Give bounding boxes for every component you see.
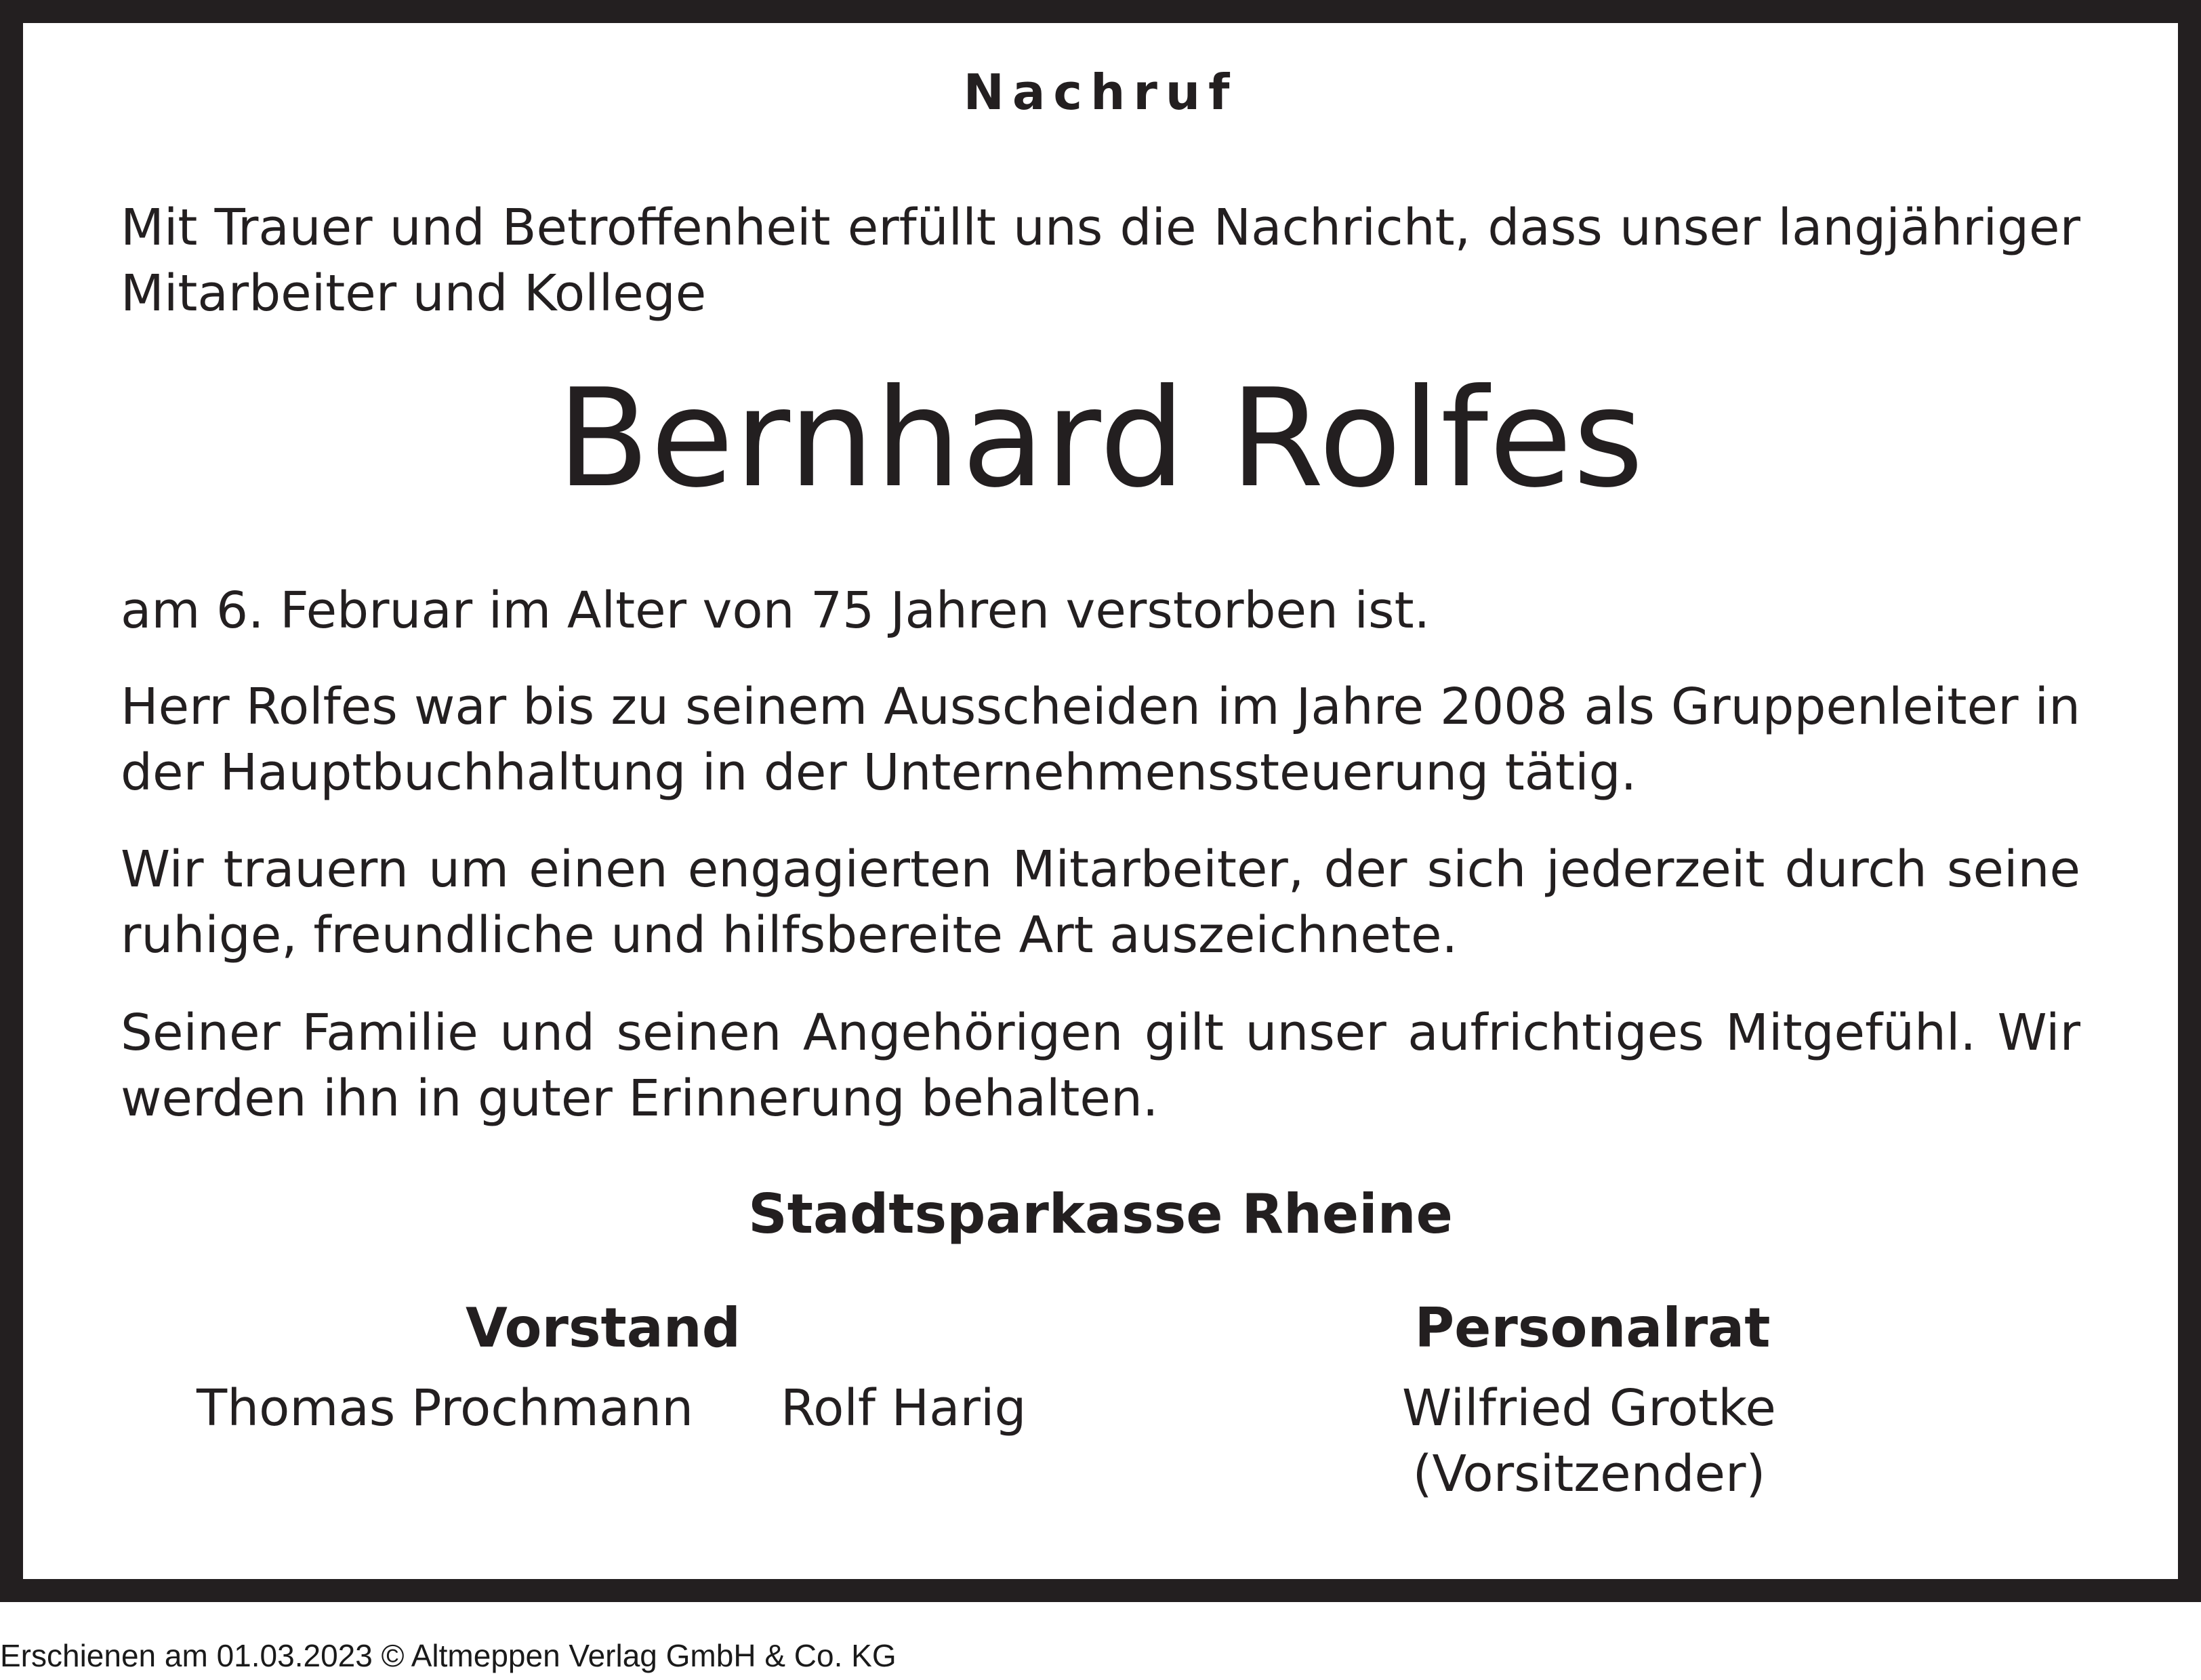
signer-personalrat	[1328, 1376, 1850, 1507]
personalrat-title: Personalrat	[1414, 1296, 1771, 1359]
signer-personalrat-role: (Vorsitzender)	[1412, 1445, 1766, 1503]
paragraph-career: Herr Rolfes war bis zu seinem Ausscheiden im Jahre 2008 als Gruppenleiter in der Hauptbuchhaltung in der Unternehmenssteuerung tätig.	[121, 678, 2080, 802]
paragraph-death-date: am 6. Februar im Alter von 75 Jahren verstorben ist.	[121, 581, 1431, 640]
organization-name: Stadtsparkasse Rheine	[748, 1183, 1453, 1246]
deceased-name: Bernhard Rolfes	[556, 360, 1645, 518]
paragraph-tribute: Wir trauern um einen engagierten Mitarbeiter, der sich jederzeit durch seine ruhige, freundliche und hilfsbereite Art auszeichnete.	[121, 840, 2080, 964]
signer-vorstand-1: Thomas Prochmann	[197, 1379, 694, 1437]
signer-vorstand-2: Rolf Harig	[781, 1379, 1027, 1437]
paragraph-condolence: Seiner Familie und seinen Angehörigen gilt unser aufrichtiges Mitgefühl. Wir werden ihn in guter Erinnerung behalten.	[121, 1004, 2080, 1128]
intro-text: Mit Trauer und Betroffenheit erfüllt uns die Nachricht, dass unser langjähriger Mitarbeiter und Kollege	[121, 199, 2080, 323]
notice-heading: Nachruf	[963, 64, 1238, 121]
publication-footer: Erschienen am 01.03.2023 © Altmeppen Verlag GmbH & Co. KG	[0, 1638, 897, 1673]
vorstand-title: Vorstand	[465, 1296, 741, 1359]
signer-personalrat-name: Wilfried Grotke	[1402, 1379, 1776, 1437]
